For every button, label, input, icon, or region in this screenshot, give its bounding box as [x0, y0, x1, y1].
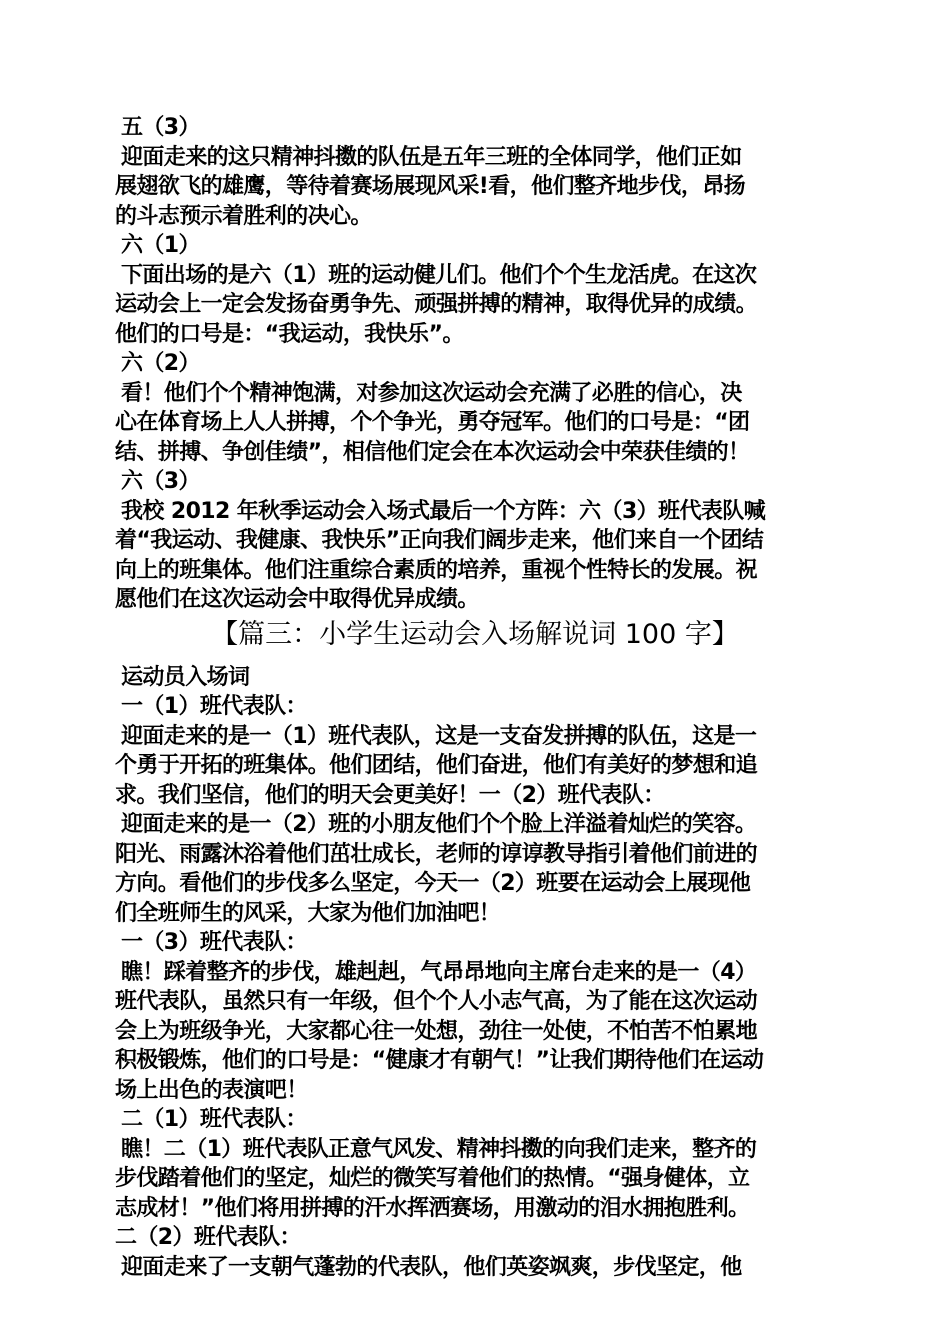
text-line: 下面出场的是六（1）班的运动健儿们。他们个个生龙活虎。在这次	[121, 262, 757, 288]
text-line: 迎面走来的是一（2）班的小朋友他们个个脸上洋溢着灿烂的笑容。	[121, 812, 757, 837]
text-line: 个勇于开拓的班集体。他们团结，他们奋进，他们有美好的梦想和追	[115, 753, 758, 778]
text-line: 们全班师生的风采，大家为他们加油吧！	[115, 900, 501, 926]
document-page	[115, 113, 835, 1282]
text-line: 二（1）班代表队：	[121, 1107, 307, 1132]
text-line: 愿他们在这次运动会中取得优异成绩。	[115, 587, 479, 612]
text-line: 二（2）班代表队：	[115, 1225, 301, 1250]
text-line: 场上出色的表演吧！	[115, 1077, 308, 1103]
text-line: 他们的口号是：“我运动，我快乐”。	[115, 321, 464, 347]
text-line: 志成材！”他们将用拼搏的汗水挥洒赛场，用激动的泪水拥抱胜利。	[115, 1195, 750, 1221]
text-line: 方向。看他们的步伐多么坚定，今天一（2）班要在运动会上展现他	[115, 871, 751, 896]
text-line: 五（3）	[121, 115, 200, 140]
text-line: 的斗志预示着胜利的决心。	[115, 203, 372, 229]
text-line: 六（1）	[121, 233, 200, 258]
text-line: 结、拼搏、争创佳绩”，相信他们定会在本次运动会中荣获佳绩的！	[115, 439, 750, 465]
text-block-b	[115, 663, 835, 1283]
text-line: 运动会上一定会发扬奋勇争先、顽强拼搏的精神，取得优异的成绩。	[115, 292, 758, 317]
text-line: 运动员入场词	[121, 664, 250, 690]
text-line: 一（3）班代表队：	[121, 930, 307, 955]
text-line: 阳光、雨露沐浴着他们茁壮成长，老师的谆谆教导指引着他们前进的	[115, 841, 758, 867]
text-line: 积极锻炼，他们的口号是：“健康才有朝气！”让我们期待他们在运动	[115, 1048, 764, 1073]
text-line: 心在体育场上人人拼搏，个个争光，勇夺冠军。他们的口号是：“团	[115, 410, 750, 435]
text-line: 迎面走来了一支朝气蓬勃的代表队，他们英姿飒爽，步伐坚定，他	[121, 1254, 742, 1280]
text-line: 瞧！踩着整齐的步伐，雄赳赳，气昂昂地向主席台走来的是一（4）	[121, 959, 757, 985]
text-line: 六（3）	[121, 469, 200, 494]
text-line: 迎面走来的这只精神抖擞的队伍是五年三班的全体同学，他们正如	[121, 144, 742, 170]
text-line: 会上为班级争光，大家都心往一处想，劲往一处使，不怕苦不怕累地	[115, 1018, 758, 1044]
text-block-a	[115, 113, 835, 615]
text-line: 着“我运动、我健康、我快乐”正向我们阔步走来，他们来自一个团结	[115, 528, 764, 553]
text-line: 步伐踏着他们的坚定，灿烂的微笑写着他们的热情。“强身健体，立	[115, 1166, 750, 1191]
text-line: 班代表队，虽然只有一年级，但个个人小志气高，为了能在这次运动	[115, 989, 758, 1014]
text-line: 一（1）班代表队：	[121, 694, 307, 719]
text-line: 向上的班集体。他们注重综合素质的培养，重视个性特长的发展。祝	[115, 557, 758, 583]
text-line: 展翅欲飞的雄鹰，等待着赛场展现风采!看，他们整齐地步伐，昂扬	[115, 174, 746, 199]
text-line: 求。我们坚信，他们的明天会更美好！一（2）班代表队：	[115, 782, 665, 808]
text-line: 六（2）	[121, 351, 200, 376]
text-line: 看！他们个个精神饱满，对参加这次运动会充满了必胜的信心，决	[121, 380, 742, 406]
section-heading: 【篇三：小学生运动会入场解说词 100 字】	[211, 618, 739, 650]
text-line: 瞧！二（1）班代表队正意气风发、精神抖擞的向我们走来，整齐的	[121, 1136, 757, 1162]
text-line: 迎面走来的是一（1）班代表队，这是一支奋发拼搏的队伍，这是一	[121, 723, 757, 749]
text-line: 我校 2012 年秋季运动会入场式最后一个方阵：六（3）班代表队喊	[121, 498, 766, 524]
